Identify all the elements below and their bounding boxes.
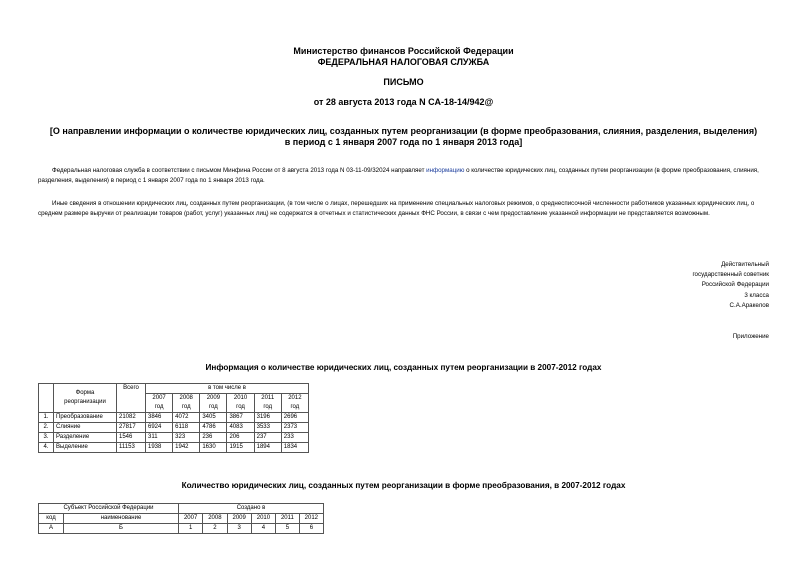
doc-date-number: от 28 августа 2013 года N СА-18-14/942@ bbox=[313, 97, 494, 107]
row-year-value: 2373 bbox=[281, 423, 308, 433]
row-year-value: 1630 bbox=[200, 443, 227, 453]
row-year-value: 3846 bbox=[146, 413, 173, 423]
table-row bbox=[39, 423, 309, 433]
row-year-value: 4083 bbox=[227, 423, 254, 433]
row-year-value: 3533 bbox=[254, 423, 281, 433]
t2-h-name: наименование bbox=[64, 514, 179, 524]
table1-caption: Информация о количестве юридических лиц, созданных путем реорганизации в 2007-2012 годах bbox=[205, 363, 602, 372]
row-form-name: Слияние bbox=[54, 423, 117, 433]
t2-h-created: Создано в bbox=[179, 504, 324, 514]
t1-h-blank bbox=[39, 384, 54, 413]
row-year-value: 3405 bbox=[200, 413, 227, 423]
t2-index-cell: 3 bbox=[227, 524, 251, 534]
t1-year-header: 2008 год bbox=[173, 394, 200, 413]
row-year-value: 233 bbox=[281, 433, 308, 443]
row-number: 3. bbox=[39, 433, 54, 443]
t2-h-code: код bbox=[39, 514, 64, 524]
t2-year-header: 2008 bbox=[203, 514, 227, 524]
row-form-name: Разделение bbox=[54, 433, 117, 443]
t1-year-header: 2007 год bbox=[146, 394, 173, 413]
row-year-value: 4786 bbox=[200, 423, 227, 433]
service-title: ФЕДЕРАЛЬНАЯ НАЛОГОВАЯ СЛУЖБА bbox=[317, 57, 490, 67]
t1-h-incl: в том числе в bbox=[146, 384, 309, 394]
sig-line-4: 3 класса bbox=[744, 291, 769, 299]
sig-line-1: Действительный bbox=[721, 261, 769, 268]
row-year-value: 236 bbox=[200, 433, 227, 443]
row-total: 1546 bbox=[117, 433, 146, 443]
row-year-value: 3196 bbox=[254, 413, 281, 423]
row-year-value: 1915 bbox=[227, 443, 254, 453]
row-year-value: 6924 bbox=[146, 423, 173, 433]
row-year-value: 1938 bbox=[146, 443, 173, 453]
row-total: 27817 bbox=[117, 423, 146, 433]
row-year-value: 3867 bbox=[227, 413, 254, 423]
t2-index-cell: 4 bbox=[251, 524, 275, 534]
p1-start: Федеральная налоговая служба в соответствии с письмом Минфина России от 8 августа 2013 года N 03-11-09/32024 направляет bbox=[52, 167, 427, 174]
row-year-value: 1834 bbox=[281, 443, 308, 453]
t2-year-header: 2009 bbox=[227, 514, 251, 524]
sig-line-3: Российской Федерации bbox=[701, 281, 769, 289]
t1-year-header: 2010 год bbox=[227, 394, 254, 413]
row-number: 4. bbox=[39, 443, 54, 453]
appendix-label: Приложение bbox=[732, 333, 769, 340]
row-total: 11153 bbox=[117, 443, 146, 453]
t2-year-header: 2007 bbox=[179, 514, 203, 524]
row-year-value: 1942 bbox=[173, 443, 200, 453]
t2-h-subject: Субъект Российской Федерации bbox=[39, 504, 179, 514]
transform-by-region-table bbox=[38, 503, 324, 534]
t1-h-form: Форма реорганизации bbox=[54, 384, 117, 413]
paragraph-1 bbox=[38, 166, 772, 186]
table-row bbox=[39, 433, 309, 443]
t2-year-header: 2011 bbox=[276, 514, 300, 524]
row-year-value: 311 bbox=[146, 433, 173, 443]
t2-index-cell: 6 bbox=[299, 524, 323, 534]
row-total: 21082 bbox=[117, 413, 146, 423]
row-year-value: 1894 bbox=[254, 443, 281, 453]
t1-year-header: 2009 год bbox=[200, 394, 227, 413]
t2-index-cell: 5 bbox=[276, 524, 300, 534]
info-link[interactable]: информацию bbox=[426, 167, 465, 174]
sig-line-2: государственный советник bbox=[692, 271, 769, 279]
table2-caption: Количество юридических лиц, созданных путем реорганизации в форме преобразования, в 2007-2012 годах bbox=[181, 481, 626, 490]
sig-line-5: С.А.Аракелов bbox=[729, 301, 769, 309]
row-year-value: 206 bbox=[227, 433, 254, 443]
table-row bbox=[39, 413, 309, 423]
reorg-forms-table bbox=[38, 383, 309, 453]
t2-year-header: 2012 bbox=[299, 514, 323, 524]
t1-year-header: 2011 год bbox=[254, 394, 281, 413]
doc-subject: [О направлении информации о количестве юридических лиц, созданных путем реорганизации (в форме преобразования, слияния, разделения, выделения) в период с 1 января 2007 года по 1 января 2013 года] bbox=[49, 126, 758, 147]
row-year-value: 237 bbox=[254, 433, 281, 443]
t2-year-header: 2010 bbox=[251, 514, 275, 524]
row-year-value: 2696 bbox=[281, 413, 308, 423]
p1-end: о количестве юридических лиц, созданных путем реорганизации (в форме преобразования, слияния, разделения, выделения) в период с 1 января 2007 года по 1 января 2013 года. bbox=[38, 167, 759, 184]
row-number: 2. bbox=[39, 423, 54, 433]
row-number: 1. bbox=[39, 413, 54, 423]
row-year-value: 4072 bbox=[173, 413, 200, 423]
paragraph-2: Иные сведения в отношении юридических лиц, созданных путем реорганизации, (в том числе о лицах, перешедших на применение специальных налоговых режимов, о среднесписочной численности работников указанных юридических лиц, о среднем размере выручки от реализации товаров (работ, услуг) указанных лиц) не содержатся в отчетных и статистических данных ФНС России, в связи с чем предоставление указанной информации не представляется возможным. bbox=[38, 200, 755, 217]
t2-index-cell: А bbox=[39, 524, 64, 534]
ministry-title: Министерство финансов Российской Федерации bbox=[293, 46, 514, 56]
t2-index-cell: Б bbox=[64, 524, 179, 534]
t1-h-total: Всего bbox=[117, 384, 146, 413]
row-form-name: Преобразование bbox=[54, 413, 117, 423]
row-form-name: Выделение bbox=[54, 443, 117, 453]
t1-year-header: 2012 год bbox=[281, 394, 308, 413]
row-year-value: 6118 bbox=[173, 423, 200, 433]
row-year-value: 323 bbox=[173, 433, 200, 443]
table-row bbox=[39, 443, 309, 453]
signature-block bbox=[692, 260, 769, 311]
doc-type: ПИСЬМО bbox=[383, 77, 424, 87]
t2-index-cell: 2 bbox=[203, 524, 227, 534]
t2-index-cell: 1 bbox=[179, 524, 203, 534]
